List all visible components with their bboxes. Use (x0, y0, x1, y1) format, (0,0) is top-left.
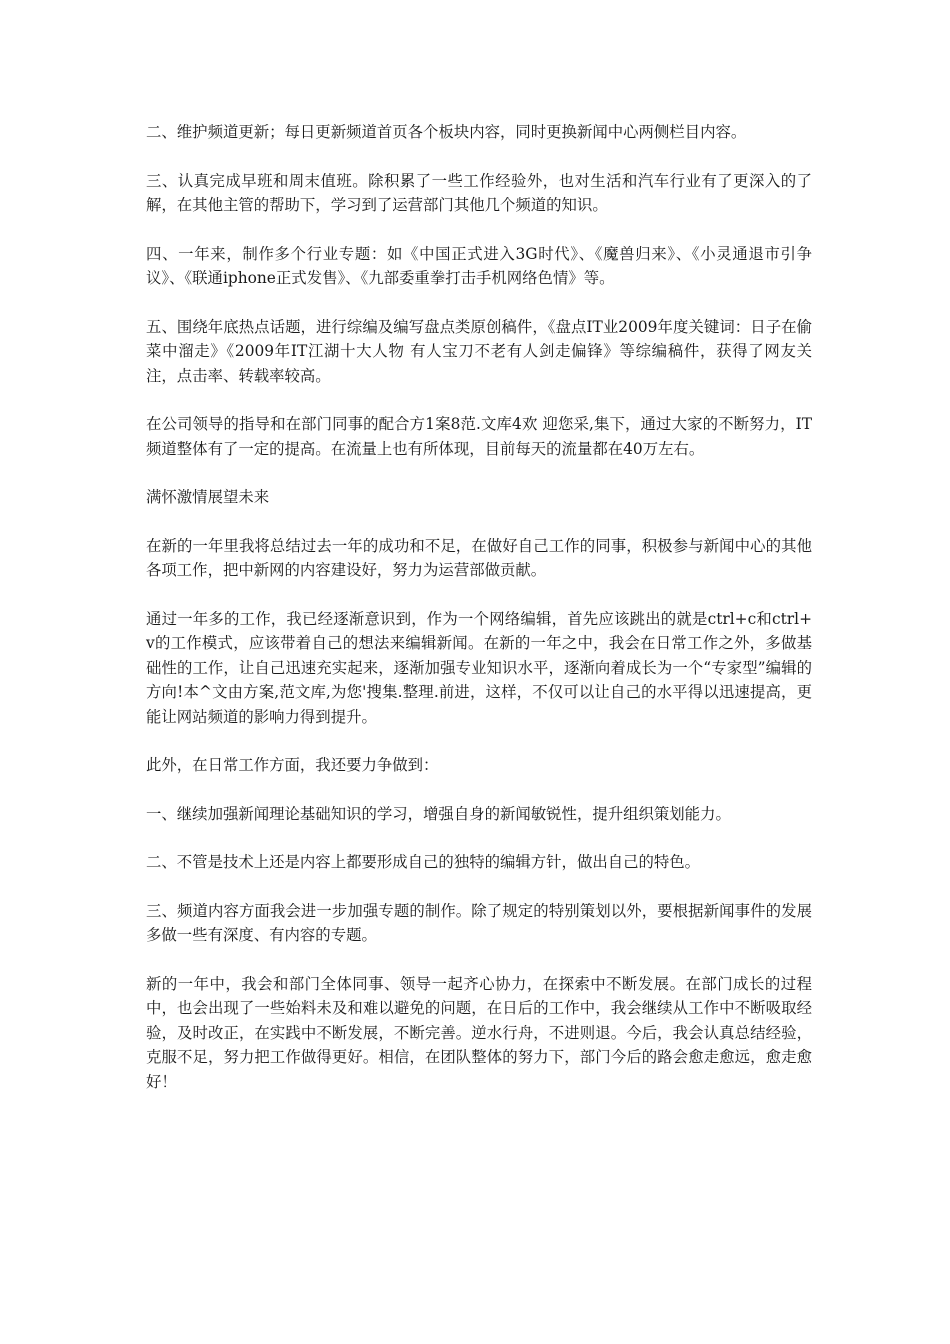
paragraph-editing-mindset: 通过一年多的工作，我已经逐渐意识到，作为一个网络编辑，首先应该跳出的就是ctrl+c和ctrl+v的工作模式，应该带着自己的想法来编辑新闻。在新的一年之中，我会在日常工作之外，多做基础性的工作，让自己迅速充实起来，逐渐加强专业知识水平，逐渐向着成长为一个“专家型”编辑的方向!本^文由方案,范文库,为您'搜集.整理.前进，这样，不仅可以让自己的水平得以迅速提高，更能让网站频道的影响力得到提升。 (146, 609, 812, 726)
paragraph-team-progress: 在公司领导的指导和在部门同事的配合方1案8范.文库4欢 迎您采,集下，通过大家的不断努力，IT频道整体有了一定的提高。在流量上也有所体现，目前每天的流量都在40万左右。 (146, 415, 812, 458)
paragraph-maintain-channel: 二、维护频道更新；每日更新频道首页各个板块内容，同时更换新闻中心两侧栏目内容。 (146, 123, 747, 141)
paragraph-special-topics: 四、一年来，制作多个行业专题：如《中国正式进入3G时代》、《魔兽归来》、《小灵通退市引争议》、《联通iphone正式发售》、《九部委重拳打击手机网络色情》等。 (146, 244, 812, 287)
section-heading-outlook: 满怀激情展望未来 (146, 488, 270, 506)
list-item-editing-policy: 二、不管是技术上还是内容上都要形成自己的独特的编辑方针，做出自己的特色。 (146, 853, 701, 871)
paragraph-year-end-articles: 五、围绕年底热点话题，进行综编及编写盘点类原创稿件，《盘点IT业2009年度关键词：日子在偷菜中溜走》《2009年IT江湖十大人物 有人宝刀不老有人剑走偏锋》等综编稿件，获得了网友关注，点击率、转载率较高。 (146, 317, 812, 385)
list-item-theory-study: 一、继续加强新闻理论基础知识的学习，增强自身的新闻敏锐性，提升组织策划能力。 (146, 804, 731, 823)
paragraph-daily-work-intro: 此外，在日常工作方面，我还要力争做到： (146, 756, 439, 774)
list-item-topic-production: 三、频道内容方面我会进一步加强专题的制作。除了规定的特别策划以外，要根据新闻事件的发展多做一些有深度、有内容的专题。 (146, 901, 812, 944)
paragraph-new-year-plan: 在新的一年里我将总结过去一年的成功和不足，在做好自己工作的同事，积极参与新闻中心的其他各项工作，把中新网的内容建设好，努力为运营部做贡献。 (146, 536, 812, 579)
paragraph-shift-duty: 三、认真完成早班和周末值班。除积累了一些工作经验外，也对生活和汽车行业有了更深入的了解，在其他主管的帮助下，学习到了运营部门其他几个频道的知识。 (146, 171, 812, 214)
document-body (146, 120, 812, 1118)
paragraph-closing: 新的一年中，我会和部门全体同事、领导一起齐心协力，在探索中不断发展。在部门成长的过程中，也会出现了一些始料未及和难以避免的问题，在日后的工作中，我会继续从工作中不断吸取经验，及时改正，在实践中不断发展，不断完善。逆水行舟，不进则退。今后，我会认真总结经验，克服不足，努力把工作做得更好。相信，在团队整体的努力下，部门今后的路会愈走愈远，愈走愈好！ (146, 974, 812, 1091)
